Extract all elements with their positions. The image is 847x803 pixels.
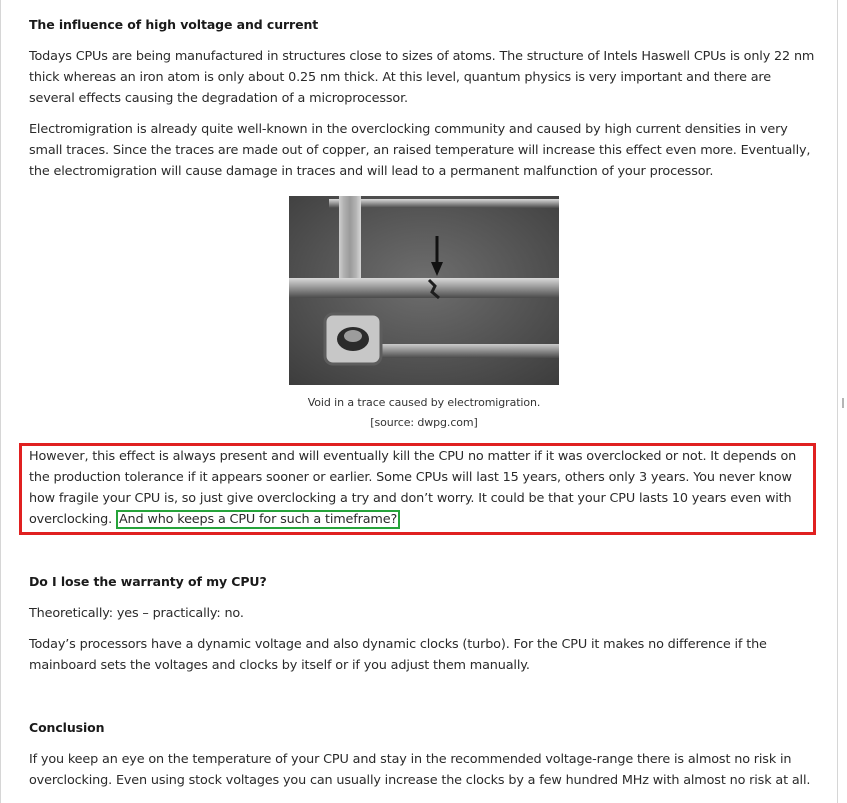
electron-micrograph — [289, 196, 559, 385]
scrollbar-marker[interactable] — [842, 398, 844, 408]
paragraph-warranty-answer: Theoretically: yes – practically: no. — [29, 606, 244, 621]
highlighted-text: However, this effect is always present and will eventually kill the CPU no matter if it was overclocked or not. It depends on the production tolerance if it appears sooner or earlier. Some CPUs will last 15 years, others only 3 years. You never know how fragile your CPU is, so just give overclocking a try and don’t worry. It could be that your CPU lasts 10 years even with overclocking. — [29, 449, 797, 527]
section-heading-voltage: The influence of high voltage and current — [29, 17, 319, 32]
paragraph-atoms: Todays CPUs are being manufactured in structures close to sizes of atoms. The structure of Intels Haswell CPUs is only 22 nm thick whereas an iron atom is only about 0.25 nm thick. At this level, quantum physics is very important and there are several effects causing the degradation of a microprocessor. — [29, 49, 815, 106]
green-highlight-quote: And who keeps a CPU for such a timeframe? — [116, 510, 400, 529]
figure-source: [source: dwpg.com] — [370, 416, 478, 429]
electromigration-photo — [289, 196, 559, 385]
section-heading-conclusion: Conclusion — [29, 720, 105, 735]
figure-caption: Void in a trace caused by electromigration. — [307, 396, 541, 409]
paragraph-electromigration: Electromigration is already quite well-known in the overclocking community and caused by high current densities in very small traces. Since the traces are made out of copper, an raised temperature will increase this effect even more. Eventually, the electromigration will cause damage in traces and will lead to a permanent malfunction of your processor. — [29, 122, 811, 179]
paragraph-conclusion: If you keep an eye on the temperature of your CPU and stay in the recommended voltage-range there is almost no risk in overclocking. Even using stock voltages you can usually increase the clocks by a few hundred MHz with almost no risk at all. — [29, 752, 811, 788]
section-heading-warranty: Do I lose the warranty of my CPU? — [29, 574, 267, 589]
paragraph-highlighted — [29, 446, 815, 530]
paragraph-dynamic-voltage: Today’s processors have a dynamic voltage and also dynamic clocks (turbo). For the CPU it makes no difference if the mainboard sets the voltages and clocks by itself or if you adjust them manually. — [29, 637, 767, 673]
